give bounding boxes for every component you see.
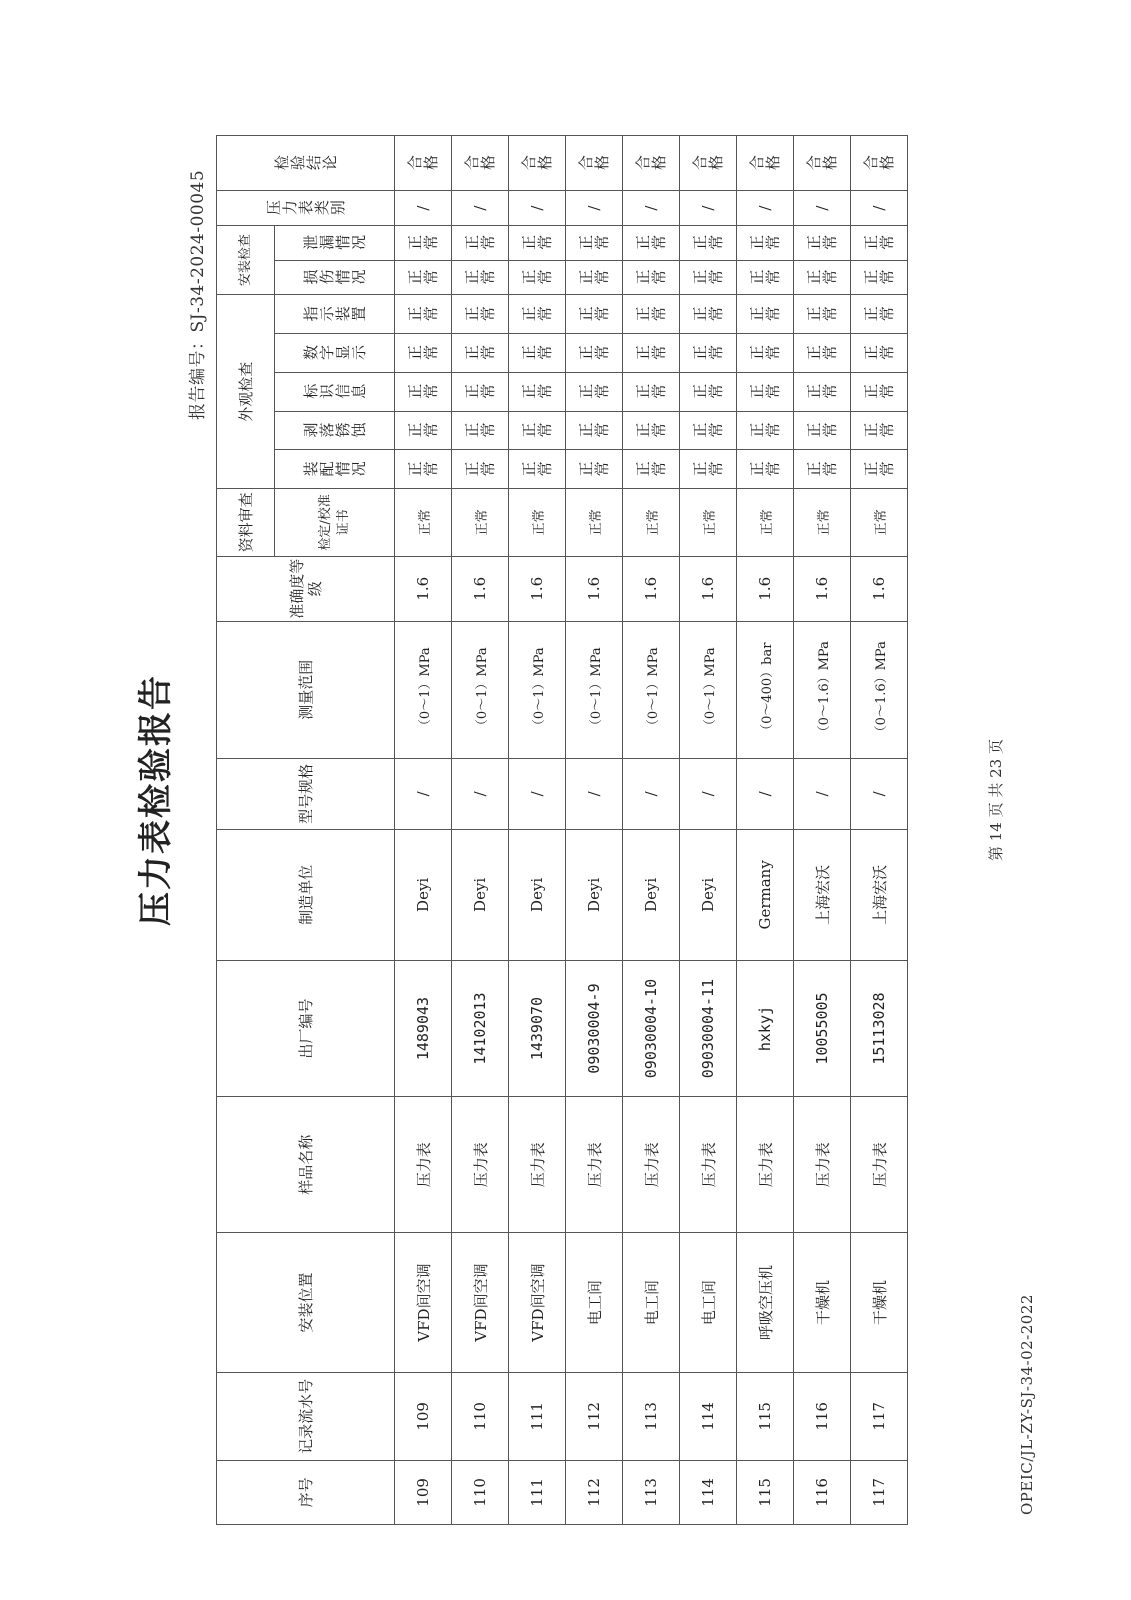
table-row xyxy=(395,136,452,1525)
col-conclusion: 检验结论 xyxy=(217,136,395,191)
table-row xyxy=(680,136,737,1525)
cell-model: / xyxy=(737,758,794,829)
cell-leak: 正常 xyxy=(794,225,851,260)
cell-range: （0～400）bar xyxy=(737,621,794,758)
cell-assembly: 正常 xyxy=(851,450,908,489)
cell-gauge-type: / xyxy=(623,191,680,226)
cell-marking: 正常 xyxy=(794,372,851,411)
cell-conclusion: 合格 xyxy=(851,136,908,191)
cell-gauge-type: / xyxy=(509,191,566,226)
cell-digital: 正常 xyxy=(737,334,794,373)
cell-pointer: 正常 xyxy=(851,295,908,334)
cell-leak: 正常 xyxy=(395,225,452,260)
cell-record-no: 112 xyxy=(566,1372,623,1460)
cell-serial: hxkyj xyxy=(737,960,794,1097)
cell-conclusion: 合格 xyxy=(509,136,566,191)
cell-accuracy: 1.6 xyxy=(623,556,680,621)
col-corrosion: 剥落锈蚀 xyxy=(275,411,395,450)
cell-range: （0～1）MPa xyxy=(452,621,509,758)
cell-conclusion: 合格 xyxy=(680,136,737,191)
cell-corrosion: 正常 xyxy=(452,411,509,450)
col-install-check: 安装检查 xyxy=(217,225,275,294)
cell-serial: 1489043 xyxy=(395,960,452,1097)
cell-conclusion: 合格 xyxy=(737,136,794,191)
col-appearance: 外观检查 xyxy=(217,295,275,489)
cell-assembly: 正常 xyxy=(509,450,566,489)
cell-assembly: 正常 xyxy=(737,450,794,489)
cell-leak: 正常 xyxy=(566,225,623,260)
cell-damage: 正常 xyxy=(794,260,851,295)
col-accuracy: 准确度等级 xyxy=(217,556,395,621)
cell-accuracy: 1.6 xyxy=(452,556,509,621)
cell-gauge-type: / xyxy=(737,191,794,226)
col-serial: 出厂编号 xyxy=(217,960,395,1097)
report-number-value: SJ-34-2024-00045 xyxy=(188,169,208,333)
cell-digital: 正常 xyxy=(680,334,737,373)
report-number-label: 报告编号： xyxy=(188,332,208,420)
cell-pointer: 正常 xyxy=(509,295,566,334)
col-pointer: 指示装置 xyxy=(275,295,395,334)
cell-damage: 正常 xyxy=(680,260,737,295)
cell-gauge-type: / xyxy=(794,191,851,226)
col-seq: 序号 xyxy=(217,1460,395,1524)
cell-digital: 正常 xyxy=(851,334,908,373)
cell-conclusion: 合格 xyxy=(452,136,509,191)
cell-maker: 上海宏沃 xyxy=(851,830,908,961)
cell-maker: Deyi xyxy=(566,830,623,961)
cell-damage: 正常 xyxy=(566,260,623,295)
cell-seq: 113 xyxy=(623,1460,680,1524)
cell-gauge-type: / xyxy=(566,191,623,226)
cell-digital: 正常 xyxy=(794,334,851,373)
col-digital: 数字显示 xyxy=(275,334,395,373)
cell-model: / xyxy=(509,758,566,829)
cell-maker: Deyi xyxy=(680,830,737,961)
cell-cert: 正常 xyxy=(623,489,680,556)
table-row xyxy=(623,136,680,1525)
cell-corrosion: 正常 xyxy=(395,411,452,450)
cell-serial: 14102013 xyxy=(452,960,509,1097)
cell-cert: 正常 xyxy=(680,489,737,556)
cell-leak: 正常 xyxy=(851,225,908,260)
cell-gauge-type: / xyxy=(395,191,452,226)
cell-seq: 114 xyxy=(680,1460,737,1524)
cell-leak: 正常 xyxy=(623,225,680,260)
cell-serial: 09030004-9 xyxy=(566,960,623,1097)
cell-location: 电工间 xyxy=(623,1233,680,1373)
cell-seq: 115 xyxy=(737,1460,794,1524)
col-cert: 检定/校准证书 xyxy=(275,489,395,556)
cell-name: 压力表 xyxy=(509,1097,566,1233)
cell-maker: Deyi xyxy=(509,830,566,961)
cell-marking: 正常 xyxy=(566,372,623,411)
cell-damage: 正常 xyxy=(737,260,794,295)
cell-maker: Germany xyxy=(737,830,794,961)
cell-gauge-type: / xyxy=(452,191,509,226)
cell-maker: Deyi xyxy=(623,830,680,961)
cell-pointer: 正常 xyxy=(452,295,509,334)
cell-cert: 正常 xyxy=(851,489,908,556)
cell-accuracy: 1.6 xyxy=(509,556,566,621)
cell-accuracy: 1.6 xyxy=(395,556,452,621)
cell-name: 压力表 xyxy=(566,1097,623,1233)
cell-name: 压力表 xyxy=(623,1097,680,1233)
cell-name: 压力表 xyxy=(452,1097,509,1233)
cell-pointer: 正常 xyxy=(395,295,452,334)
cell-accuracy: 1.6 xyxy=(794,556,851,621)
cell-damage: 正常 xyxy=(452,260,509,295)
cell-marking: 正常 xyxy=(452,372,509,411)
cell-record-no: 114 xyxy=(680,1372,737,1460)
cell-maker: Deyi xyxy=(395,830,452,961)
cell-location: 干燥机 xyxy=(794,1233,851,1373)
table-row xyxy=(452,136,509,1525)
col-range: 测量范围 xyxy=(217,621,395,758)
cell-maker: Deyi xyxy=(452,830,509,961)
cell-marking: 正常 xyxy=(509,372,566,411)
cell-leak: 正常 xyxy=(509,225,566,260)
page-number: 第 14 页 共 23 页 xyxy=(987,739,1005,862)
cell-digital: 正常 xyxy=(395,334,452,373)
cell-corrosion: 正常 xyxy=(680,411,737,450)
cell-cert: 正常 xyxy=(452,489,509,556)
cell-record-no: 110 xyxy=(452,1372,509,1460)
table-row xyxy=(566,136,623,1525)
table-row xyxy=(509,136,566,1525)
col-location: 安装位置 xyxy=(217,1233,395,1373)
report-number xyxy=(183,170,208,420)
cell-range: （0～1）MPa xyxy=(680,621,737,758)
cell-record-no: 117 xyxy=(851,1372,908,1460)
cell-name: 压力表 xyxy=(851,1097,908,1233)
cell-marking: 正常 xyxy=(623,372,680,411)
cell-damage: 正常 xyxy=(395,260,452,295)
cell-name: 压力表 xyxy=(794,1097,851,1233)
cell-marking: 正常 xyxy=(851,372,908,411)
col-leak: 泄漏情况 xyxy=(275,225,395,260)
cell-model: / xyxy=(794,758,851,829)
cell-model: / xyxy=(452,758,509,829)
table-row xyxy=(794,136,851,1525)
col-marking: 标识信息 xyxy=(275,372,395,411)
cell-cert: 正常 xyxy=(509,489,566,556)
cell-range: （0～1.6）MPa xyxy=(851,621,908,758)
cell-location: VFD间空调 xyxy=(509,1233,566,1373)
cell-model: / xyxy=(566,758,623,829)
cell-corrosion: 正常 xyxy=(509,411,566,450)
cell-location: VFD间空调 xyxy=(395,1233,452,1373)
table-body xyxy=(395,136,908,1525)
cell-marking: 正常 xyxy=(395,372,452,411)
col-gauge-type: 压力表类别 xyxy=(217,191,395,226)
table-row xyxy=(851,136,908,1525)
cell-digital: 正常 xyxy=(623,334,680,373)
cell-record-no: 113 xyxy=(623,1372,680,1460)
cell-leak: 正常 xyxy=(452,225,509,260)
cell-record-no: 115 xyxy=(737,1372,794,1460)
cell-pointer: 正常 xyxy=(794,295,851,334)
cell-marking: 正常 xyxy=(680,372,737,411)
cell-pointer: 正常 xyxy=(623,295,680,334)
cell-serial: 10055005 xyxy=(794,960,851,1097)
cell-conclusion: 合格 xyxy=(395,136,452,191)
cell-pointer: 正常 xyxy=(566,295,623,334)
col-maker: 制造单位 xyxy=(217,830,395,961)
cell-name: 压力表 xyxy=(680,1097,737,1233)
cell-serial: 1439070 xyxy=(509,960,566,1097)
cell-corrosion: 正常 xyxy=(851,411,908,450)
cell-seq: 109 xyxy=(395,1460,452,1524)
page-title: 压力表检验报告 xyxy=(136,674,176,926)
cell-location: 呼吸空压机 xyxy=(737,1233,794,1373)
cell-name: 压力表 xyxy=(395,1097,452,1233)
cell-model: / xyxy=(851,758,908,829)
cell-gauge-type: / xyxy=(851,191,908,226)
cell-record-no: 116 xyxy=(794,1372,851,1460)
cell-assembly: 正常 xyxy=(395,450,452,489)
col-name: 样品名称 xyxy=(217,1097,395,1233)
cell-seq: 116 xyxy=(794,1460,851,1524)
cell-seq: 111 xyxy=(509,1460,566,1524)
cell-seq: 117 xyxy=(851,1460,908,1524)
cell-damage: 正常 xyxy=(851,260,908,295)
cell-assembly: 正常 xyxy=(794,450,851,489)
cell-cert: 正常 xyxy=(737,489,794,556)
cell-cert: 正常 xyxy=(395,489,452,556)
cell-digital: 正常 xyxy=(566,334,623,373)
cell-range: （0～1）MPa xyxy=(566,621,623,758)
cell-leak: 正常 xyxy=(737,225,794,260)
cell-assembly: 正常 xyxy=(623,450,680,489)
cell-corrosion: 正常 xyxy=(737,411,794,450)
cell-conclusion: 合格 xyxy=(566,136,623,191)
cell-record-no: 109 xyxy=(395,1372,452,1460)
cell-accuracy: 1.6 xyxy=(737,556,794,621)
table-row xyxy=(737,136,794,1525)
col-doc-review: 资料审查 xyxy=(217,489,275,556)
col-assembly: 装配情况 xyxy=(275,450,395,489)
col-model: 型号规格 xyxy=(217,758,395,829)
cell-model: / xyxy=(395,758,452,829)
cell-record-no: 111 xyxy=(509,1372,566,1460)
cell-pointer: 正常 xyxy=(680,295,737,334)
cell-accuracy: 1.6 xyxy=(680,556,737,621)
cell-conclusion: 合格 xyxy=(794,136,851,191)
cell-range: （0～1）MPa xyxy=(395,621,452,758)
cell-gauge-type: / xyxy=(680,191,737,226)
cell-pointer: 正常 xyxy=(737,295,794,334)
cell-range: （0～1）MPa xyxy=(623,621,680,758)
cell-accuracy: 1.6 xyxy=(566,556,623,621)
form-code: OPEIC/JL-ZY-SJ-34-02-2022 xyxy=(1018,1294,1036,1515)
cell-accuracy: 1.6 xyxy=(851,556,908,621)
cell-seq: 110 xyxy=(452,1460,509,1524)
cell-maker: 上海宏沃 xyxy=(794,830,851,961)
cell-corrosion: 正常 xyxy=(623,411,680,450)
cell-corrosion: 正常 xyxy=(794,411,851,450)
cell-location: 干燥机 xyxy=(851,1233,908,1373)
cell-digital: 正常 xyxy=(509,334,566,373)
cell-corrosion: 正常 xyxy=(566,411,623,450)
cell-damage: 正常 xyxy=(509,260,566,295)
cell-cert: 正常 xyxy=(566,489,623,556)
cell-leak: 正常 xyxy=(680,225,737,260)
cell-model: / xyxy=(680,758,737,829)
cell-range: （0～1）MPa xyxy=(509,621,566,758)
cell-location: 电工间 xyxy=(566,1233,623,1373)
cell-marking: 正常 xyxy=(737,372,794,411)
col-damage: 损伤情况 xyxy=(275,260,395,295)
cell-assembly: 正常 xyxy=(680,450,737,489)
cell-seq: 112 xyxy=(566,1460,623,1524)
cell-assembly: 正常 xyxy=(566,450,623,489)
cell-cert: 正常 xyxy=(794,489,851,556)
cell-digital: 正常 xyxy=(452,334,509,373)
cell-model: / xyxy=(623,758,680,829)
cell-damage: 正常 xyxy=(623,260,680,295)
inspection-table xyxy=(216,135,908,1525)
col-record-no: 记录流水号 xyxy=(217,1372,395,1460)
cell-assembly: 正常 xyxy=(452,450,509,489)
cell-range: （0～1.6）MPa xyxy=(794,621,851,758)
cell-serial: 09030004-10 xyxy=(623,960,680,1097)
cell-location: VFD间空调 xyxy=(452,1233,509,1373)
cell-location: 电工间 xyxy=(680,1233,737,1373)
cell-serial: 15113028 xyxy=(851,960,908,1097)
cell-conclusion: 合格 xyxy=(623,136,680,191)
cell-name: 压力表 xyxy=(737,1097,794,1233)
cell-serial: 09030004-11 xyxy=(680,960,737,1097)
